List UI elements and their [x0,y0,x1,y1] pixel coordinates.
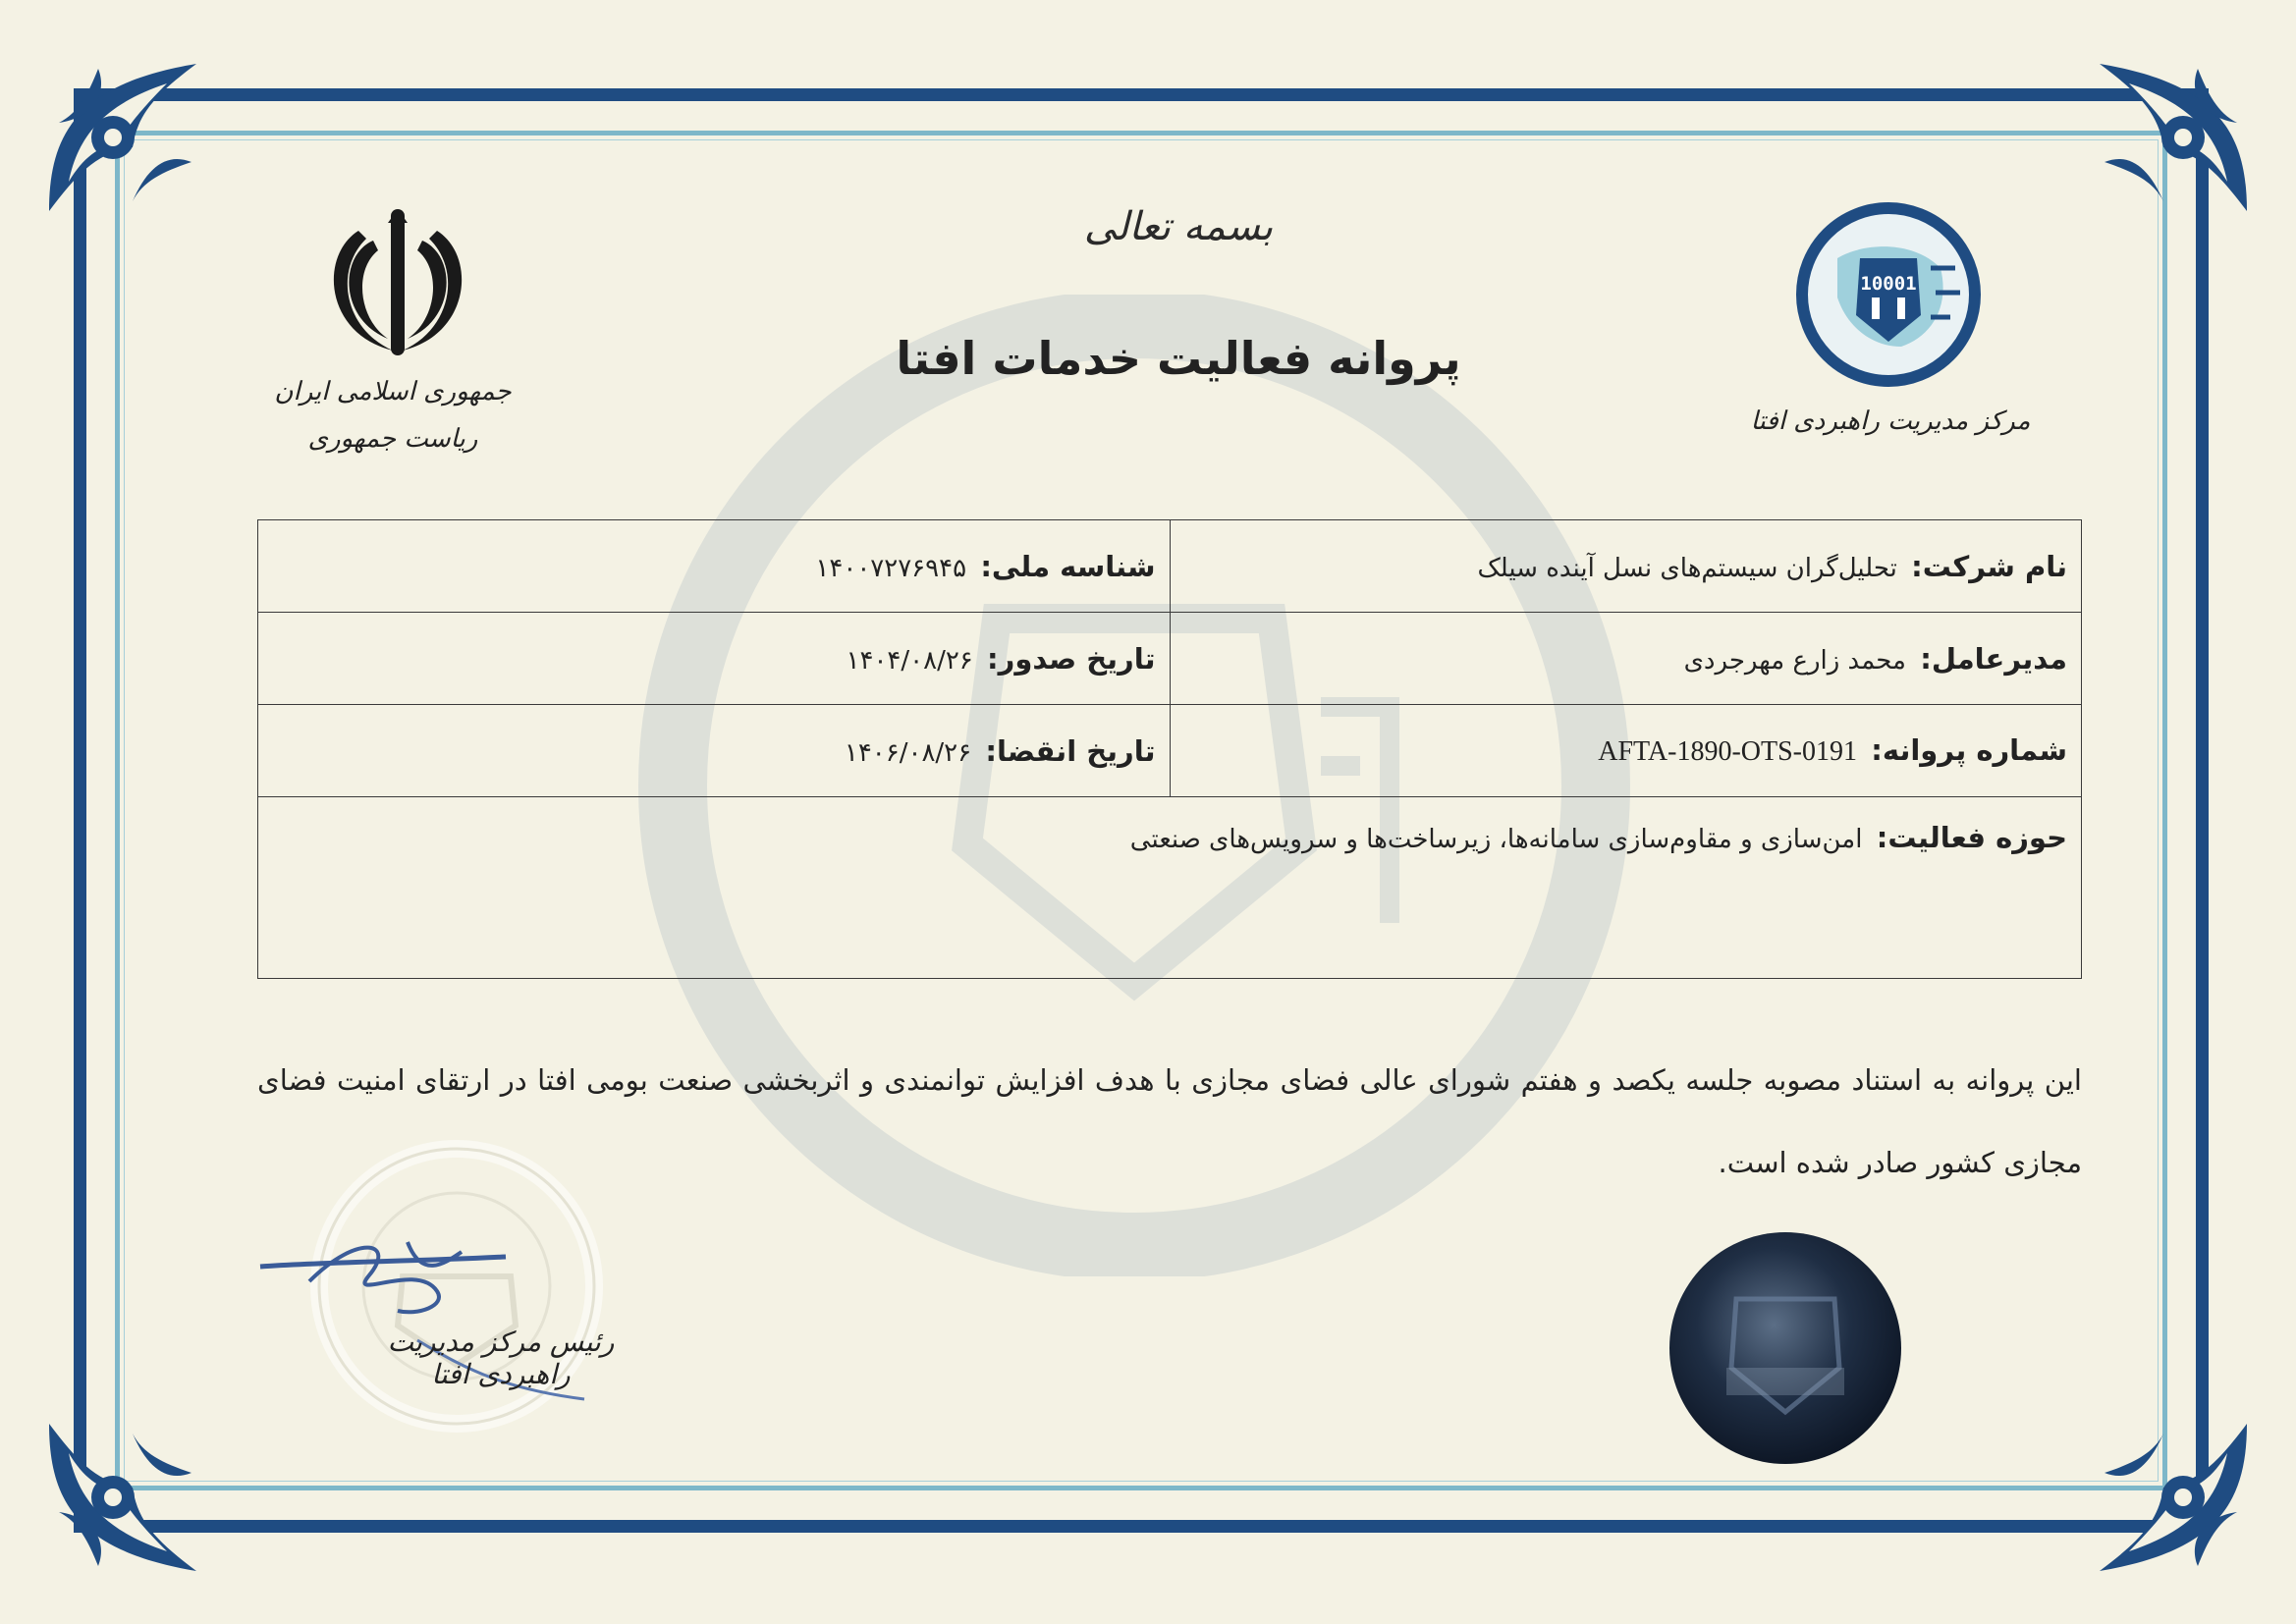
page-title: پروانه فعالیت خدمات افتا [896,332,1461,385]
issuer-country: جمهوری اسلامی ایران [274,377,512,406]
table-row [258,613,2082,705]
corner-ornament-icon [2090,1414,2257,1581]
issuer-office: ریاست جمهوری [307,424,478,454]
ceo-cell [1170,613,2082,705]
activity-scope-value: امن‌سازی و مقاوم‌سازی سامانه‌ها، زیرساخت‌ها و سرویس‌های صنعتی [1129,825,1863,854]
activity-scope-cell [258,797,2082,979]
ceo-label: مدیرعامل: [1920,641,2067,676]
iran-emblem-icon [319,201,476,358]
issuer-name: مرکز مدیریت راهبردی افتا [1750,406,2031,436]
corner-ornament-icon [39,54,206,221]
license-number-label: شماره پروانه: [1871,733,2067,767]
national-id-value: ۱۴۰۰۷۲۷۶۹۴۵ [815,553,967,583]
table-row [258,705,2082,797]
table-row [258,797,2082,979]
basmala: بسمه تعالی [1083,204,1274,249]
corner-ornament-icon [39,1414,206,1581]
activity-scope-label: حوزه فعالیت: [1876,821,2067,854]
issue-date-label: تاریخ صدور: [987,641,1156,676]
table-row [258,520,2082,613]
issue-date-value: ۱۴۰۴/۰۸/۲۶ [846,645,973,676]
signatory-title: رئیس مرکز مدیریت راهبردی افتا [387,1326,615,1390]
company-name-value: تحلیل‌گران سیستم‌های نسل آینده سیلک [1477,553,1897,583]
company-name-cell [1170,520,2082,613]
license-statement: این پروانه به استناد مصوبه جلسه یکصد و هفتم شورای عالی فضای مجازی با هدف افزایش توانمندی و اثربخشی صنعت بومی افتا در ارتقای امنیت فضای مجازی کشور صادر شده است. [257,1063,2082,1179]
hologram-seal-icon [1667,1230,1903,1466]
license-info-table [257,519,2082,979]
national-id-cell [258,520,1171,613]
expiry-date-label: تاریخ انقضا: [985,733,1156,768]
national-id-label: شناسه ملی: [980,549,1156,583]
afta-logo-icon [1793,199,1985,391]
license-number-value: AFTA-1890-OTS-0191 [1598,736,1857,767]
license-number-cell [1170,705,2082,797]
ceo-value: محمد زارع مهرجردی [1683,645,1906,676]
expiry-date-cell [258,705,1171,797]
expiry-date-value: ۱۴۰۶/۰۸/۲۶ [844,737,972,768]
svg-text:10001: 10001 [1860,273,1917,295]
company-name-label: نام شرکت: [1911,549,2067,583]
corner-ornament-icon [2090,54,2257,221]
issue-date-cell [258,613,1171,705]
